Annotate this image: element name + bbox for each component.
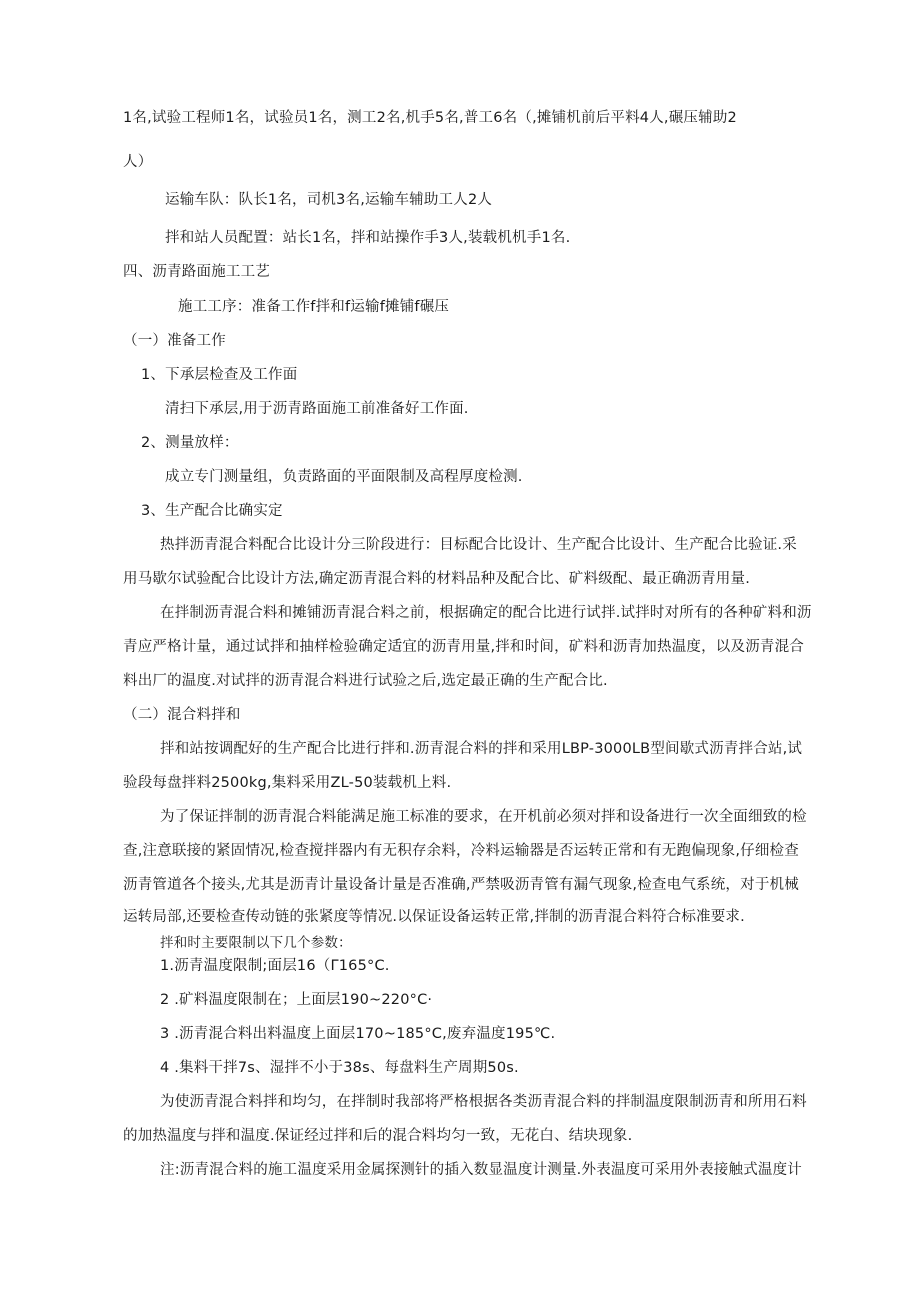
equipment-check-line-1: 为了保证拌制的沥青混合料能满足施工标准的要求，在开机前必须对拌和设备进行一次全面细致的检	[160, 809, 807, 825]
mixing-heading: （二）混合料拌和	[123, 707, 241, 723]
prep-item-1-title: 1、下承层检查及工作面	[141, 367, 298, 383]
staffing-line-1: 1名,试验工程师1名，试验员1名，测工2名,机手5名,普工6名（,摊铺机前后平料4人,碾压辅助2	[123, 110, 737, 126]
transport-team: 运输车队：队长1名，司机3名,运输车辅助工人2人	[165, 192, 493, 208]
prep-item-1-body: 清扫下承层,用于沥青路面施工前准备好工作面.	[165, 401, 469, 417]
equipment-check-line-3: 沥青管道各个接头,尤其是沥青计量设备计量是否准确,严禁吸沥青管有漏气现象,检查电气系统，对于机械	[123, 877, 799, 893]
mixing-station-staff: 拌和站人员配置：站长1名，拌和站操作手3人,装载机机手1名.	[165, 230, 571, 246]
temperature-note: 注:沥青混合料的施工温度采用金属探测针的插入数显温度计测量.外表温度可采用外表接触式温度计	[160, 1162, 802, 1178]
prep-item-2-title: 2、测量放样：	[141, 435, 239, 451]
trial-mix-para-line-2: 青应严格计量，通过试拌和抽样检验确定适宜的沥青用量,拌和时间，矿料和沥青加热温度，以及沥青混合	[123, 639, 805, 655]
parameters-intro: 拌和时主要限制以下几个参数：	[160, 935, 352, 951]
prep-item-2-body: 成立专门测量组，负责路面的平面限制及高程厚度检测.	[165, 469, 523, 485]
section-4-title: 四、沥青路面施工工艺	[123, 264, 270, 280]
mixing-para-line-1: 拌和站按调配好的生产配合比进行拌和.沥青混合料的拌和采用LBP-3000LB型间歇式沥青拌合站,试	[160, 741, 803, 757]
parameter-3: 3 .沥青混合料出料温度上面层170~185°C,废弃温度195℃.	[160, 1026, 556, 1042]
prep-item-3-title: 3、生产配合比确实定	[141, 503, 283, 519]
process-sequence: 施工工序：准备工作f拌和f运输f摊铺f碾压	[178, 299, 450, 315]
staffing-line-2: 人）	[123, 154, 153, 170]
equipment-check-line-4: 运转局部,还要检查传动链的张紧度等情况.以保证设备运转正常,拌制的沥青混合料符合标准要求.	[123, 909, 745, 925]
uniform-mixing-line-2: 的加热温度与拌和温度.保证经过拌和后的混合料均匀一致，无花白、结块现象.	[123, 1128, 633, 1144]
parameter-1: 1.沥青温度限制;面层16（Γ165°C.	[160, 958, 390, 974]
prep-heading: （一）准备工作	[123, 333, 226, 349]
uniform-mixing-line-1: 为使沥青混合料拌和均匀，在拌制时我部将严格根据各类沥青混合料的拌制温度限制沥青和所用石料	[160, 1094, 807, 1110]
parameter-4: 4 .集料干拌7s、湿拌不小于38s、每盘料生产周期50s.	[160, 1060, 519, 1076]
mix-design-para-line-2: 用马歇尔试验配合比设计方法,确定沥青混合料的材料品种及配合比、矿料级配、最正确沥青用量.	[123, 571, 751, 587]
equipment-check-line-2: 查,注意联接的紧固情况,检查搅拌器内有无积存余料，冷料运输器是否运转正常和有无跑偏现象,仔细检查	[123, 843, 799, 859]
mix-design-para-line-1: 热拌沥青混合料配合比设计分三阶段进行：目标配合比设计、生产配合比设计、生产配合比验证.采	[160, 537, 797, 553]
trial-mix-para-line-3: 料出厂的温度.对试拌的沥青混合料进行试验之后,选定最正确的生产配合比.	[123, 673, 608, 689]
trial-mix-para-line-1: 在拌制沥青混合料和摊铺沥青混合料之前，根据确定的配合比进行试拌.试拌时对所有的各种矿料和沥	[160, 605, 812, 621]
mixing-para-line-2: 验段每盘拌料2500kg,集料采用ZL-50装载机上料.	[123, 775, 452, 791]
parameter-2: 2 .矿料温度限制在；上面层190~220°C·	[160, 992, 433, 1008]
